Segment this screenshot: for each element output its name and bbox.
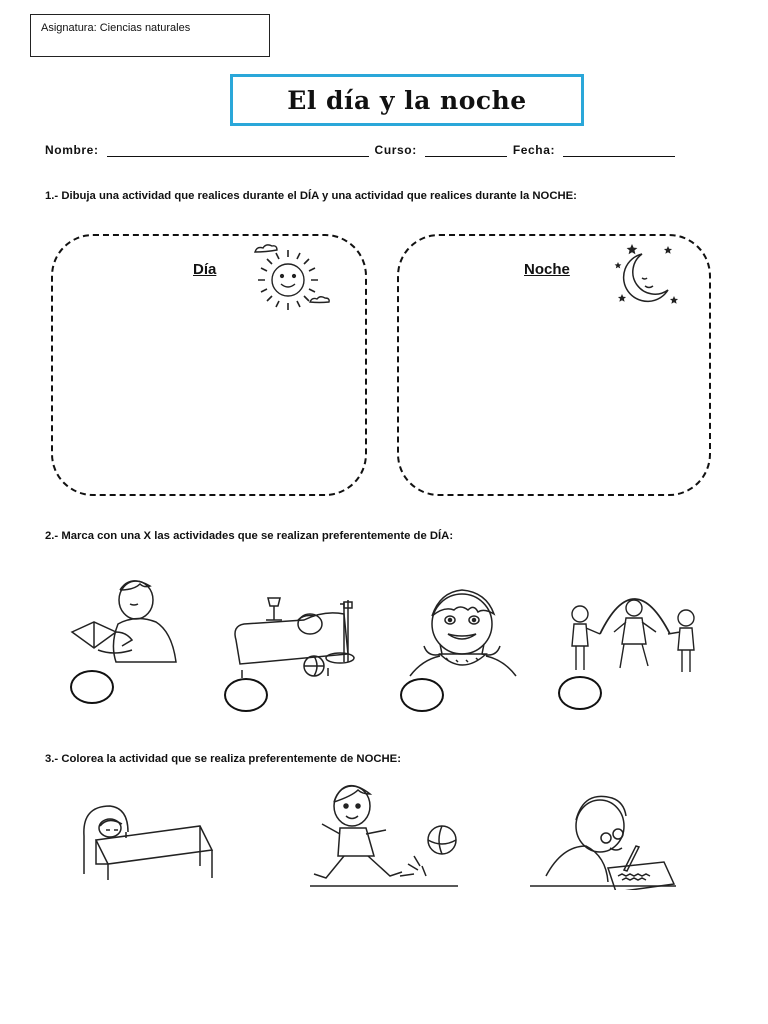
day-label: Día <box>193 261 217 278</box>
page-title: El día y la noche <box>287 85 527 115</box>
boy-writing-icon[interactable] <box>526 790 676 890</box>
night-label: Noche <box>524 261 570 278</box>
name-label: Nombre: <box>45 143 99 157</box>
student-fields <box>45 143 681 157</box>
boy-eating-watermelon-icon <box>404 588 522 678</box>
checkbox-circle-4[interactable] <box>558 676 602 710</box>
subject-box <box>30 14 270 57</box>
date-line[interactable] <box>563 146 675 157</box>
child-sleeping-icon <box>228 590 366 682</box>
course-label: Curso: <box>374 143 417 157</box>
question-1: 1.- Dibuja una actividad que realices durante el DÍA y una actividad que realices durante la NOCHE: <box>45 190 577 202</box>
children-jumping-rope-icon <box>562 584 710 680</box>
question-2: 2.- Marca con una X las actividades que se realizan preferentemente de DÍA: <box>45 530 454 542</box>
question-3: 3.- Colorea la actividad que se realiza preferentemente de NOCHE: <box>45 753 401 765</box>
checkbox-circle-1[interactable] <box>70 670 114 704</box>
moon-icon <box>612 240 684 312</box>
boy-reading-icon <box>68 572 186 672</box>
checkbox-circle-3[interactable] <box>400 678 444 712</box>
date-label: Fecha: <box>512 143 556 157</box>
title-box <box>230 74 584 126</box>
checkbox-circle-2[interactable] <box>224 678 268 712</box>
course-line[interactable] <box>425 146 507 157</box>
boy-kicking-ball-icon[interactable] <box>304 780 464 892</box>
sun-icon <box>250 242 340 312</box>
subject-label: Asignatura: Ciencias naturales <box>41 22 191 34</box>
child-sleeping-in-bed-icon[interactable] <box>76 796 216 882</box>
name-line[interactable] <box>107 146 369 157</box>
